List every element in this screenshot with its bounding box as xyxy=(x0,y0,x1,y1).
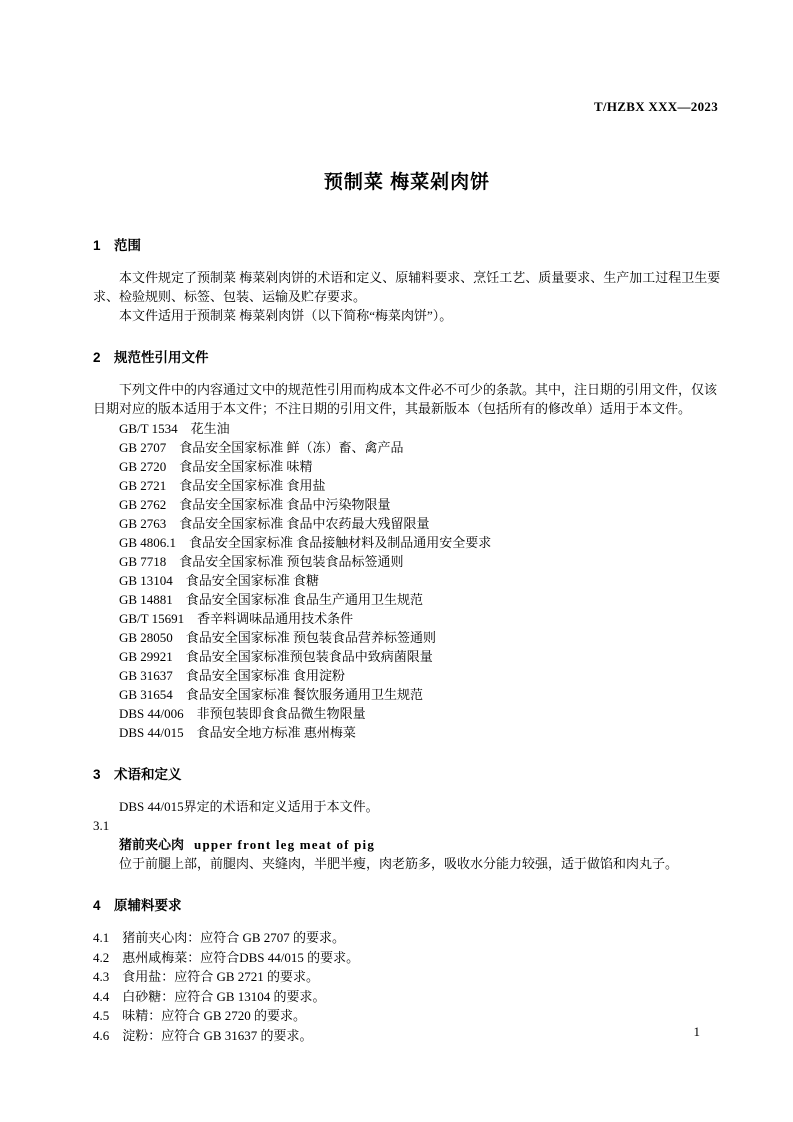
document-content xyxy=(93,170,721,1045)
reference-item: GB 2762 食品安全国家标准 食品中污染物限量 xyxy=(119,497,391,512)
term-line xyxy=(93,835,721,854)
requirement-item: 4.6 淀粉：应符合 GB 31637 的要求。 xyxy=(93,1027,313,1043)
reference-item: GB 4806.1 食品安全国家标准 食品接触材料及制品通用安全要求 xyxy=(119,535,492,550)
reference-item: GB 2707 食品安全国家标准 鲜（冻）畜、禽产品 xyxy=(119,440,404,455)
requirement-item: 4.1 猪前夹心肉：应符合 GB 2707 的要求。 xyxy=(93,930,346,945)
requirement-item: 4.4 白砂糖：应符合 GB 13104 的要求。 xyxy=(93,988,326,1004)
section-2-heading: 2 规范性引用文件 xyxy=(93,350,209,365)
section-3-intro: DBS 44/015界定的术语和定义适用于本文件。 xyxy=(119,799,379,814)
reference-item: DBS 44/006 非预包装即食食品微生物限量 xyxy=(119,706,366,721)
reference-item: DBS 44/015 食品安全地方标准 惠州梅菜 xyxy=(119,725,356,740)
section-1-heading: 1 范围 xyxy=(93,238,142,253)
standard-code: T/HZBX XXX—2023 xyxy=(593,99,718,114)
requirement-item: 4.2 惠州咸梅菜：应符合DBS 44/015 的要求。 xyxy=(93,949,360,965)
reference-item: GB 29921 食品安全国家标准预包装食品中致病菌限量 xyxy=(119,649,433,664)
reference-item: GB/T 1534 花生油 xyxy=(119,421,230,436)
reference-item: GB 31637 食品安全国家标准 食用淀粉 xyxy=(119,668,346,683)
reference-item: GB 7718 食品安全国家标准 预包装食品标签通则 xyxy=(119,554,404,569)
section-3-heading: 3 术语和定义 xyxy=(93,767,182,782)
reference-item: GB 2721 食品安全国家标准 食用盐 xyxy=(119,478,326,493)
reference-item: GB 14881 食品安全国家标准 食品生产通用卫生规范 xyxy=(119,592,424,607)
requirement-item: 4.3 食用盐：应符合 GB 2721 的要求。 xyxy=(93,969,320,984)
document-title: 预制菜 梅菜剁肉饼 xyxy=(323,172,491,193)
page-number: 1 xyxy=(693,1024,700,1039)
section-2-intro: 下列文件中的内容通过文中的规范性引用而构成本文件必不可少的条款。其中，注日期的引用文件，仅该日期对应的版本适用于本文件；不注日期的引用文件，其最新版本（包括所有的修改单）适用于本文件。 xyxy=(93,382,718,416)
term-number: 3.1 xyxy=(93,818,110,833)
term-chinese: 猪前夹心肉 xyxy=(119,837,185,852)
reference-item: GB 2720 食品安全国家标准 味精 xyxy=(119,459,313,474)
reference-list xyxy=(93,419,721,742)
section-1-paragraph: 本文件规定了预制菜 梅菜剁肉饼的术语和定义、原辅料要求、烹饪工艺、质量要求、生产加工过程卫生要求、检验规则、标签、包装、运输及贮存要求。 xyxy=(93,270,721,304)
reference-item: GB 2763 食品安全国家标准 食品中农药最大残留限量 xyxy=(119,516,430,531)
reference-item: GB 31654 食品安全国家标准 餐饮服务通用卫生规范 xyxy=(119,687,424,702)
section-4-heading: 4 原辅料要求 xyxy=(93,898,182,913)
section-1-paragraph: 本文件适用于预制菜 梅菜剁肉饼（以下简称“梅菜肉饼”）。 xyxy=(119,308,453,323)
reference-item: GB/T 15691 香辛料调味品通用技术条件 xyxy=(119,611,354,626)
requirement-item: 4.5 味精：应符合 GB 2720 的要求。 xyxy=(93,1008,307,1023)
term-english: upper front leg meat of pig xyxy=(194,837,376,852)
reference-item: GB 28050 食品安全国家标准 预包装食品营养标签通则 xyxy=(119,630,437,645)
term-definition: 位于前腿上部，前腿肉、夹缝肉，半肥半瘦，肉老筋多，吸收水分能力较强，适于做馅和肉丸子。 xyxy=(119,856,679,871)
reference-item: GB 13104 食品安全国家标准 食糖 xyxy=(119,573,320,588)
